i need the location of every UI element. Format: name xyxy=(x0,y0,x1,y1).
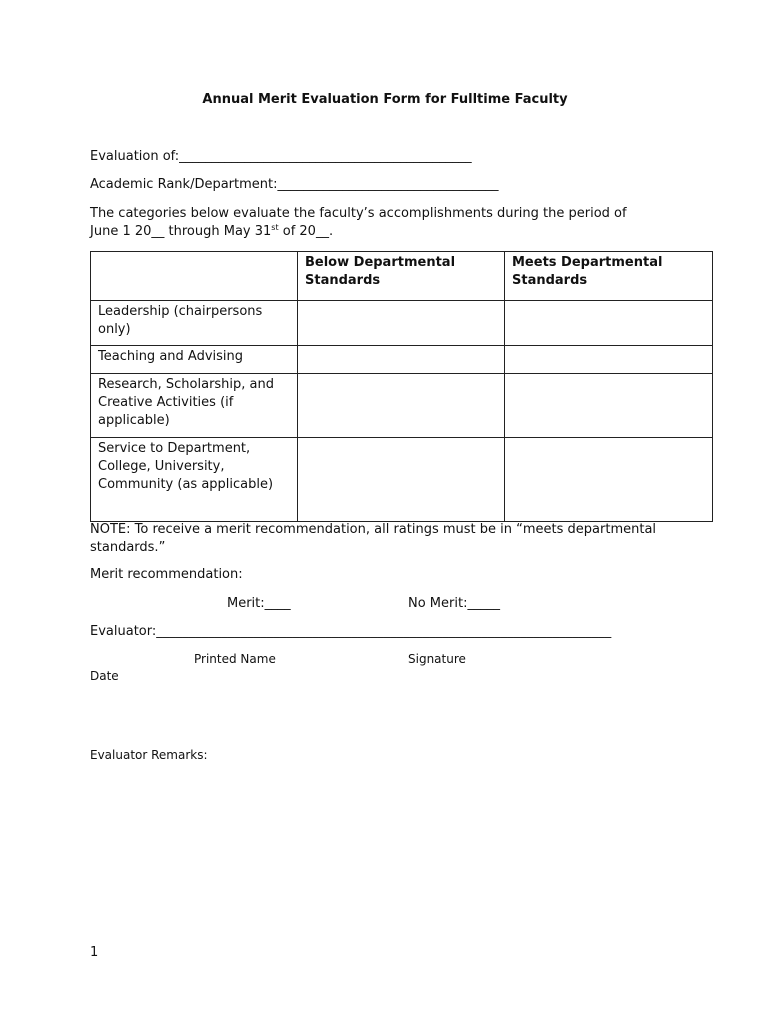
below-standards-cell[interactable] xyxy=(298,438,505,522)
table-row xyxy=(91,374,713,438)
intro-paragraph xyxy=(90,205,690,241)
intro-period-text: June 1 20__ through May 31 xyxy=(90,224,272,239)
evaluation-of-field[interactable]: Evaluation of:_____________________________________________ xyxy=(90,149,472,164)
table-row xyxy=(91,438,713,522)
table-row xyxy=(91,346,713,374)
meets-standards-cell[interactable] xyxy=(505,301,713,346)
page-number: 1 xyxy=(90,945,99,960)
category-service: Service to Department, College, University, Community (as applicable) xyxy=(91,438,298,522)
printed-name-label: Printed Name xyxy=(194,652,276,666)
merit-note: NOTE: To receive a merit recommendation, all ratings must be in “meets departmental standards.” xyxy=(90,522,657,555)
intro-line-1: The categories below evaluate the faculty’s accomplishments during the period of xyxy=(90,206,627,221)
meets-standards-cell[interactable] xyxy=(505,374,713,438)
header-below-standards: Below Departmental Standards xyxy=(298,252,505,301)
table-header-row xyxy=(91,252,713,301)
category-leadership: Leadership (chairpersons only) xyxy=(91,301,298,346)
no-merit-option[interactable]: No Merit:_____ xyxy=(408,596,500,611)
below-standards-cell[interactable] xyxy=(298,374,505,438)
category-teaching: Teaching and Advising xyxy=(91,346,298,374)
evaluator-field[interactable]: Evaluator:______________________________________________________________________ xyxy=(90,624,612,639)
category-research: Research, Scholarship, and Creative Activities (if applicable) xyxy=(91,374,298,438)
header-meets-standards: Meets Departmental Standards xyxy=(505,252,713,301)
academic-rank-department-field[interactable]: Academic Rank/Department:__________________________________ xyxy=(90,177,499,192)
form-title: Annual Merit Evaluation Form for Fulltime Faculty xyxy=(202,92,568,107)
table-row xyxy=(91,301,713,346)
intro-line-2 xyxy=(90,223,690,241)
intro-year-text: of 20__. xyxy=(278,224,334,239)
merit-recommendation-label: Merit recommendation: xyxy=(90,567,243,582)
below-standards-cell[interactable] xyxy=(298,301,505,346)
signature-label: Signature xyxy=(408,652,466,666)
evaluator-remarks-label: Evaluator Remarks: xyxy=(90,748,208,762)
evaluation-table xyxy=(90,251,713,522)
below-standards-cell[interactable] xyxy=(298,346,505,374)
date-label: Date xyxy=(90,669,119,683)
header-category xyxy=(91,252,298,301)
merit-option[interactable]: Merit:____ xyxy=(227,596,291,611)
meets-standards-cell[interactable] xyxy=(505,346,713,374)
meets-standards-cell[interactable] xyxy=(505,438,713,522)
ordinal-superscript: st xyxy=(271,223,279,232)
